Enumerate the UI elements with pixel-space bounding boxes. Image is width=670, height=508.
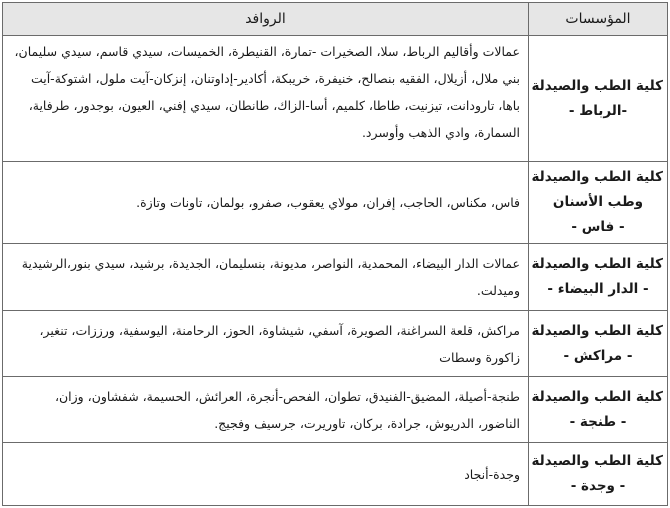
- institution-city: - طنجة -: [569, 413, 627, 430]
- header-institutions: المؤسسات: [529, 3, 668, 36]
- institution-name: كلية الطب والصيدلة: [531, 322, 663, 339]
- institution-cell: [529, 162, 668, 244]
- feeders-cell: وجدة-أنجاد: [3, 443, 529, 506]
- institution-city: - الدار البيضاء -: [547, 281, 649, 297]
- table-row: [3, 244, 668, 311]
- institution-cell: [529, 244, 668, 311]
- header-feeders: الروافد: [3, 3, 529, 36]
- institution-name: كلية الطب والصيدلة: [531, 77, 663, 94]
- table-row: [3, 36, 668, 162]
- institution-name: كلية الطب والصيدلة: [531, 169, 663, 185]
- institution-city: - وجدة -: [570, 478, 626, 494]
- feeders-cell: مراكش، قلعة السراغنة، الصويرة، آسفي، شيشاوة، الحوز، الرحامنة، اليوسفية، ورززات، تنغير، زاكورة وسطات: [3, 311, 529, 377]
- institution-cell: [529, 443, 668, 506]
- feeders-cell: عمالات الدار البيضاء، المحمدية، النواصر، مديونة، بنسليمان، الجديدة، برشيد، سيدي بنور،الرشيدية وميدلت.: [3, 244, 529, 311]
- institution-cell: [529, 311, 668, 377]
- institution-cell: [529, 36, 668, 162]
- feeders-cell: عمالات وأقاليم الرباط، سلا، الصخيرات -تمارة، القنيطرة، الخميسات، سيدي قاسم، سيدي سليمان، بني ملال، أزيلال، الفقيه بنصالح، خنيفرة، خريبكة، أكادير-إداوتنان، إنزكان-آيت ملول، اشتوكة-آيت باها، تارودانت، تيزنيت، طاطا، كلميم، أسا-الزاك، طانطان، سيدي إفني، العيون، بوجدور، طرفاية، السمارة، وادي الذهب وأوسرد.: [3, 36, 529, 162]
- table-row: [3, 162, 668, 244]
- institution-name: كلية الطب والصيدلة: [531, 388, 663, 405]
- institution-city: -الرباط -: [568, 102, 628, 119]
- institution-name: كلية الطب والصيدلة: [531, 256, 663, 272]
- table-header-row: [3, 3, 668, 36]
- institution-subtitle: وطب الأسنان: [552, 194, 644, 210]
- table-row: [3, 377, 668, 443]
- feeders-cell: طنجة-أصيلة، المضيق-الفنيدق، تطوان، الفحص-أنجرة، العرائش، الحسيمة، شفشاون، وزان، الناضور، الدريوش، جرادة، بركان، تاوريرت، جرسيف وفجيج.: [3, 377, 529, 443]
- institution-city: - فاس -: [571, 219, 625, 235]
- table-row: [3, 443, 668, 506]
- institution-name: كلية الطب والصيدلة: [531, 453, 663, 469]
- table-row: [3, 311, 668, 377]
- institutions-table: [2, 2, 668, 506]
- institution-cell: [529, 377, 668, 443]
- feeders-cell: فاس، مكناس، الحاجب، إفران، مولاي يعقوب، صفرو، بولمان، تاونات وتازة.: [3, 162, 529, 244]
- institution-city: - مراكش -: [563, 347, 633, 364]
